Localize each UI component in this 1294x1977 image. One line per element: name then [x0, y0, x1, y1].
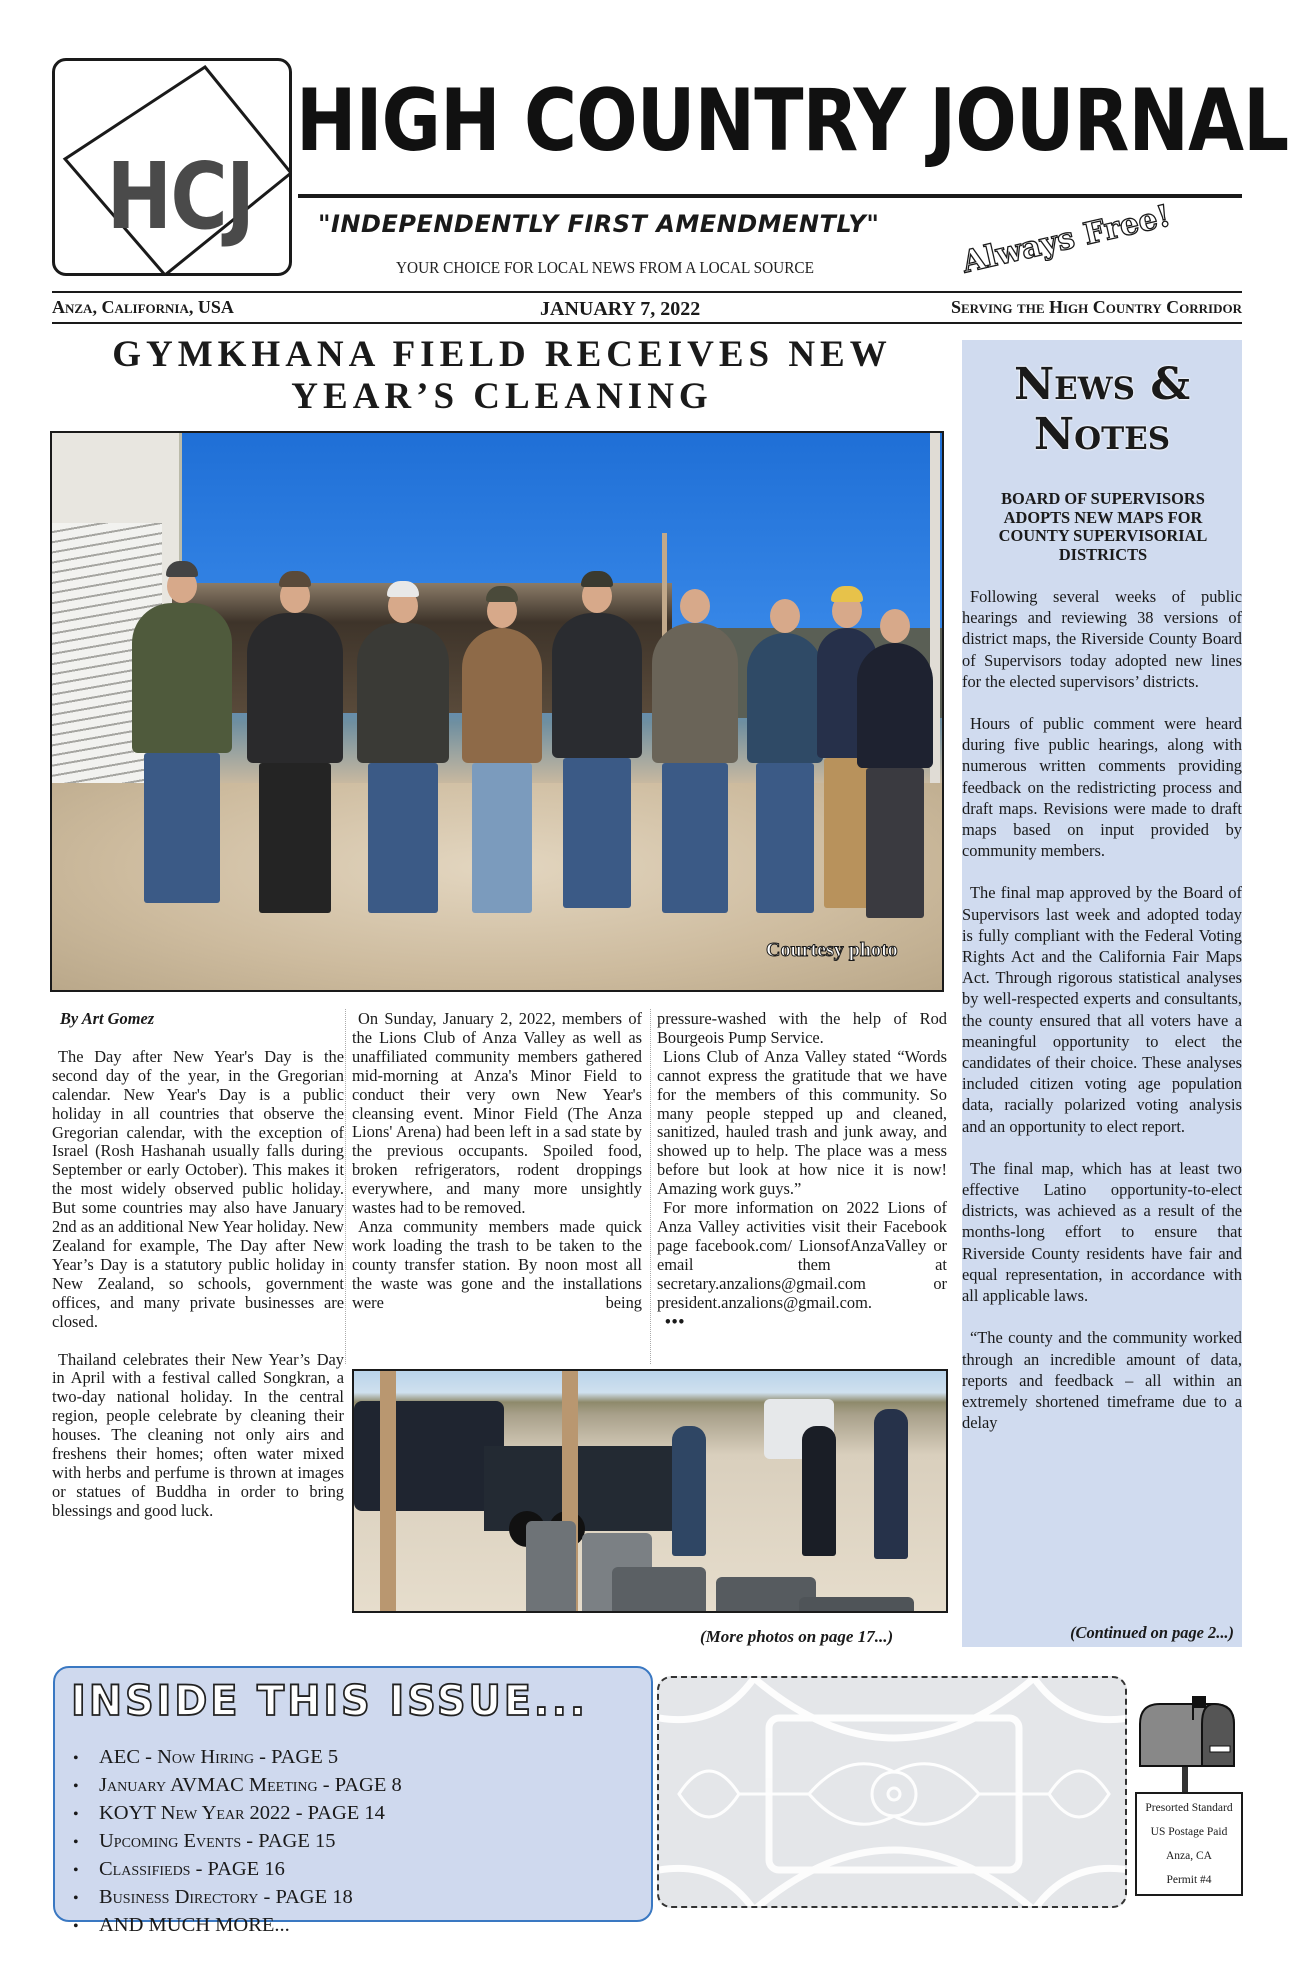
cleanup-photo: [352, 1369, 948, 1613]
inside-this-issue-title: INSIDE THIS ISSUE...: [71, 1676, 588, 1725]
sidebar-paragraph: The final map, which has at least two effective Latino opportunity-to-elect districts, was achieved as a result of the months-long effort to ensure that Riverside County residents have fair and equal representation, in accordance with all applicable laws.: [962, 1158, 1242, 1306]
hcj-logo: [52, 58, 292, 276]
sidebar-paragraph: Hours of public comment were heard during five public hearings, along with numerous written comments providing feedback on the redistricting process and draft maps. Revisions were made to draft maps based on input provided by community members.: [962, 714, 1242, 861]
article-column-3: [657, 1010, 947, 1331]
person-figure: [132, 603, 232, 753]
postage-line: Permit #4: [1166, 1874, 1212, 1886]
postage-line: Anza, CA: [1166, 1850, 1212, 1862]
inside-issue-item: • AEC - Now Hiring - PAGE 5: [73, 1744, 402, 1772]
person-figure: [462, 628, 542, 763]
inside-issue-list: [73, 1744, 402, 1940]
dateline-location: Anza, California, USA: [52, 297, 234, 317]
article-paragraph: The Day after New Year's Day is the second day of the year, in the Gregorian calendar. New Year's Day is a public holiday in all countries that observe the Gregorian calendar, with the exception of Israel (Rosh Hashanah usually falls during September or early October). This makes it the most widely observed public holiday. But some countries may also have January 2nd as an additional New Year holiday. New Zealand for example, The Day after New Year’s Day is a statutory public holiday in New Zealand, so schools, government offices, and many private businesses are closed.: [52, 1046, 344, 1331]
sidebar-title-line-2: Notes: [1033, 409, 1171, 460]
person-figure: [652, 623, 738, 763]
inside-issue-item: • Classifieds - PAGE 16: [73, 1856, 402, 1884]
dateline-serving: Serving the High Country Corridor: [950, 297, 1242, 317]
slogan: "INDEPENDENTLY FIRST AMENDMENTLY": [318, 210, 880, 238]
headline-line-2: YEAR’S CLEANING: [291, 376, 713, 417]
mailbox-icon: [1130, 1696, 1245, 1796]
article-paragraph: Anza community members made quick work loading the trash to be taken to the county transfer station. By noon most all the waste was gone and the installations were being: [352, 1216, 642, 1312]
article-paragraph-continued: pressure-washed with the help of Rod Bourgeois Pump Service.: [657, 1009, 947, 1047]
dateline-rule-top: [52, 291, 1242, 293]
person-figure: [672, 1426, 706, 1556]
inside-issue-item: • KOYT New Year 2022 - PAGE 14: [73, 1800, 402, 1828]
column-divider: [345, 1009, 346, 1364]
more-photos-caption: (More photos on page 17...): [700, 1627, 894, 1646]
inside-this-issue-box: [53, 1666, 653, 1936]
sidebar-body: [962, 586, 1242, 1454]
always-free-badge: Always Free!: [958, 198, 1174, 281]
newspaper-title: HIGH COUNTRY JOURNAL: [296, 71, 1289, 171]
person-figure: [802, 1426, 836, 1556]
sidebar-paragraph: “The county and the community worked through an incredible amount of data, reports and feedback – all within an extremely shortened timeframe due to a delay: [962, 1328, 1242, 1433]
article-paragraph: On Sunday, January 2, 2022, members of the Lions Club of Anza Valley as well as unaffiliated community members gathered mid-morning at Anza's Minor Field to conduct their very own New Year's cleansing event. Minor Field (The Anza Lions' Arena) had been left in a sad state by the previous occupants. Spoiled food, broken refrigerators, rodent droppings everywhere, and many more unsightly wastes had to be removed.: [352, 1009, 642, 1218]
continued-link: (Continued on page 2...): [1070, 1623, 1234, 1642]
mailing-label-area: [657, 1676, 1127, 1908]
article-paragraph: Thailand celebrates their New Year’s Day in April with a festival called Songkran, a two-day national holiday. In the central region, people celebrate by cleaning their houses. The cleaning not only airs and freshens their homes; often water mixed with herbs and perfume is thrown at images or statues of Buddha in order to bring blessings and good luck.: [52, 1349, 344, 1520]
news-and-notes-sidebar: [962, 340, 1242, 1647]
bullet-icon: •: [73, 1750, 79, 1767]
end-of-article-mark: •••: [665, 1311, 686, 1331]
bullet-icon: •: [73, 1918, 79, 1935]
column-divider: [650, 1009, 651, 1364]
inside-issue-item: • Business Directory - PAGE 18: [73, 1884, 402, 1912]
article-column-2: [352, 1010, 642, 1313]
postage-line: Presorted Standard: [1145, 1802, 1233, 1814]
postage-line: US Postage Paid: [1150, 1826, 1228, 1838]
person-figure: [857, 643, 933, 768]
sidebar-headline: BOARD OF SUPERVISORS ADOPTS NEW MAPS FOR COUNTY SUPERVISORIAL DISTRICTS: [998, 489, 1208, 564]
inside-issue-item: • January AVMAC Meeting - PAGE 8: [73, 1772, 402, 1800]
bullet-icon: •: [73, 1890, 79, 1907]
issue-date: JANUARY 7, 2022: [540, 298, 701, 320]
article-paragraph: For more information on 2022 Lions of Anza Valley activities visit their Facebook page facebook.com/ LionsofAnzaValley or email them at secretary.anzalions@gmail.com or president.anzalions@gmail.com.: [657, 1198, 947, 1312]
person-figure: [747, 633, 823, 763]
byline: By Art Gomez: [60, 1009, 155, 1028]
article-headline: [52, 334, 952, 418]
person-figure: [552, 613, 642, 758]
postage-indicia: [1135, 1792, 1243, 1896]
photo-credit: Courtesy photo: [766, 939, 898, 961]
person-figure: [247, 613, 343, 763]
bullet-icon: •: [73, 1806, 79, 1823]
person-figure: [357, 623, 449, 763]
inside-issue-item: • AND MUCH MORE...: [73, 1912, 402, 1940]
sidebar-title-line-1: News &: [1013, 359, 1191, 410]
ornamental-pattern-icon: [659, 1678, 1127, 1908]
masthead-divider: [298, 194, 1242, 198]
article-column-1: [52, 1010, 344, 1521]
inside-issue-item: • Upcoming Events - PAGE 15: [73, 1828, 402, 1856]
tagline: YOUR CHOICE FOR LOCAL NEWS FROM A LOCAL SOURCE: [396, 258, 814, 277]
sidebar-title: [962, 360, 1242, 460]
dateline-rule-bottom: [52, 322, 1242, 324]
article-paragraph: Lions Club of Anza Valley stated “Words cannot express the gratitude that we have for the members of this community. So many people stepped up and cleaned, sanitized, hauled trash and junk away, and showed up to help. The place was a mess before but look at how nice it is now! Amazing work guys.”: [657, 1046, 947, 1199]
sidebar-paragraph: The final map approved by the Board of Supervisors last week and adopted today is fully compliant with the Federal Voting Rights Act and the California Fair Maps Act. Through rigorous statistical analyses by well-respected experts and consultants, the county ensured that all voters have a meaningful opportunity to elect the candidates of their choice. These analyses included citizen voting age population data, racially polarized voting analysis and an opportunity to elect report.: [962, 883, 1242, 1136]
bullet-icon: •: [73, 1778, 79, 1795]
group-photo: [50, 431, 944, 992]
sidebar-paragraph: Following several weeks of public hearings and reviewing 38 versions of district maps, the Riverside County Board of Supervisors today adopted new lines for the elected supervisors’ districts.: [962, 587, 1242, 691]
headline-line-1: GYMKHANA FIELD RECEIVES NEW: [112, 334, 892, 375]
bullet-icon: •: [73, 1862, 79, 1879]
person-figure: [874, 1409, 908, 1559]
logo-text: HCJ: [106, 143, 254, 250]
bullet-icon: •: [73, 1834, 79, 1851]
